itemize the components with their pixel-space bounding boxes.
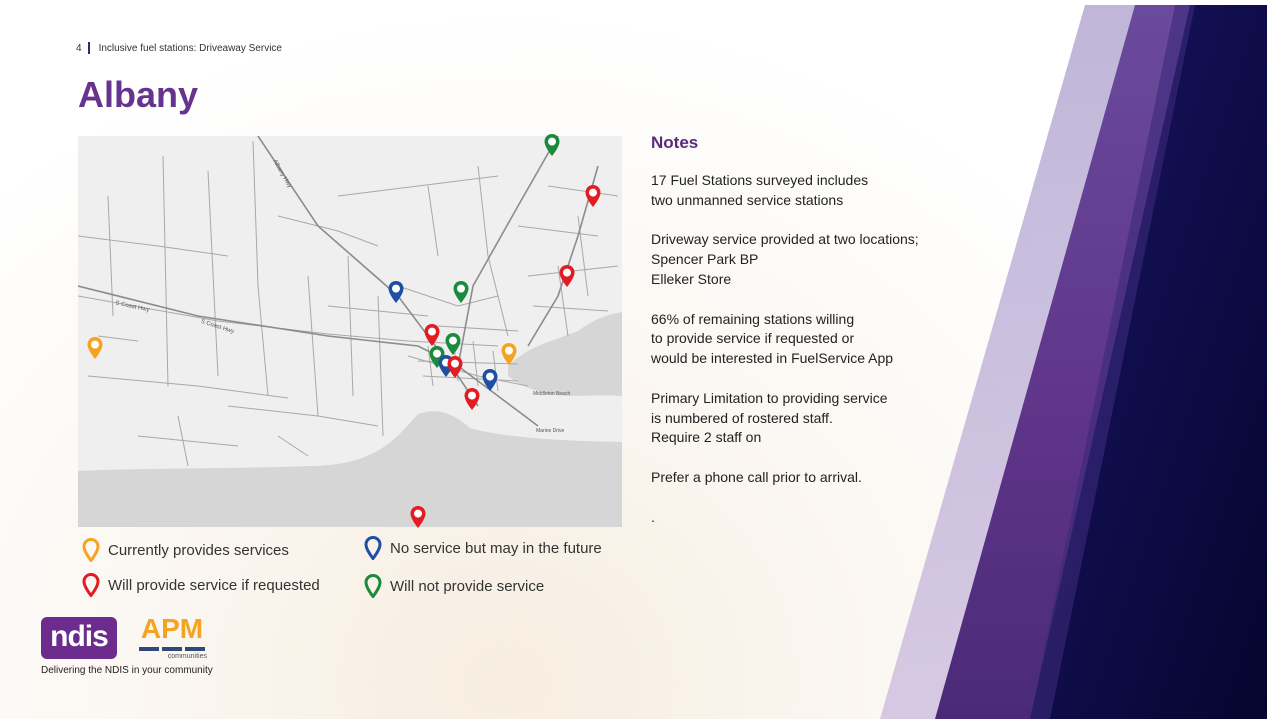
red-pin-icon [82,573,100,597]
road-label: S Coast Hwy [114,300,150,314]
pin-will-provide-icon [463,387,481,411]
notes-line: Require 2 staff on [651,429,762,446]
notes-line [651,211,981,231]
notes-line: Driveway service provided at two locations; [651,231,919,248]
notes-line [651,488,981,508]
notes-line: Prefer a phone call prior to arrival. [651,468,862,485]
pin-will-provide-icon [558,264,576,288]
notes-line: 17 Fuel Stations surveyed includes [651,172,869,188]
notes-body [651,171,981,527]
pin-will-provide-icon [409,505,427,529]
pin-will-not-icon [543,133,561,157]
pin-currently-icon [500,342,518,366]
legend-label: Will provide service if requested [108,576,320,594]
page-number: 4 [76,42,82,54]
area-label: Middleton Beach [533,391,571,397]
legend-no-service [364,536,602,560]
notes-line [651,290,981,310]
map-legend [80,536,640,606]
pin-will-provide-icon [584,184,602,208]
notes-line: to provide service if requested or [651,330,855,347]
page-title: Albany [78,74,199,115]
notes-line: Primary Limitation to providing service [651,389,888,406]
notes-line: . [651,508,655,525]
legend-label: No service but may in the future [390,539,602,557]
notes-line: is numbered of rostered staff. [651,409,833,426]
pin-no-service-icon [387,280,405,304]
header-divider [88,42,90,54]
pin-currently-icon [86,336,104,360]
apm-logo [137,614,207,660]
road-label: Marine Drive [536,428,565,434]
pin-will-not-icon [444,332,462,356]
notes-line: Elleker Store [651,270,732,287]
pin-will-provide-icon [446,355,464,379]
ndis-tagline: Delivering the NDIS in your community [41,665,213,676]
road-label: S Coast Hwy [199,318,235,336]
notes-line: 66% of remaining stations willing [651,310,855,327]
slide-header [76,42,282,54]
map-roads [78,136,622,527]
green-pin-icon [364,574,382,598]
notes-line: would be interested in FuelService App [651,350,894,367]
legend-label: Will not provide service [390,577,545,595]
notes-line: two unmanned service stations [651,191,844,208]
blue-pin-icon [364,536,382,560]
legend-will-not [364,574,544,598]
notes-line: Spencer Park BP [651,251,759,268]
orange-pin-icon [82,538,100,562]
apm-logo-bars [137,647,207,651]
apm-logo-text: APM [140,613,204,644]
legend-label: Currently provides services [108,541,289,559]
notes-line [651,448,981,468]
minor-roads [78,141,618,466]
ndis-logo: ndis [41,617,117,659]
notes-line [651,369,981,389]
legend-currently [82,538,289,562]
pin-no-service-icon [481,368,499,392]
water-body-east [508,312,622,396]
pin-will-not-icon [452,280,470,304]
notes-title: Notes [651,133,699,152]
road-label: Albany Hwy [271,158,293,190]
albany-map [78,136,622,527]
pin-will-provide-icon [423,323,441,347]
section-title: Inclusive fuel stations: Driveaway Service [98,42,282,54]
legend-will-provide [82,573,320,597]
apm-logo-sub: communities [167,653,207,660]
